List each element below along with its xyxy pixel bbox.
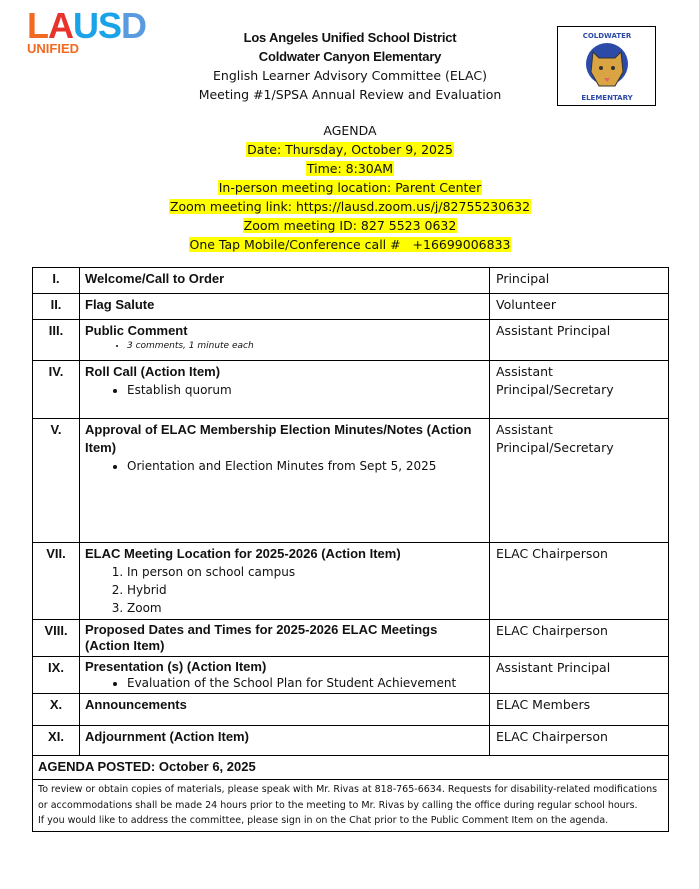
zoom-id: Zoom meeting ID: 827 5523 0632 bbox=[243, 218, 457, 233]
agenda-info bbox=[120, 121, 580, 254]
item-presenter: ELAC Chairperson bbox=[490, 620, 669, 657]
table-row bbox=[33, 294, 669, 320]
item-title: Flag Salute bbox=[85, 297, 155, 312]
item-presenter: Assistant Principal bbox=[490, 657, 669, 694]
table-row bbox=[33, 726, 669, 756]
table-row bbox=[33, 320, 669, 361]
item-number: IV. bbox=[33, 361, 80, 419]
lausd-logo: LAUSD UNIFIED bbox=[27, 5, 147, 56]
svg-text:ELEMENTARY: ELEMENTARY bbox=[580, 94, 633, 102]
item-presenter: ELAC Members bbox=[490, 694, 669, 726]
item-number: IX. bbox=[33, 657, 80, 694]
option-item: 2. Hybrid bbox=[127, 581, 484, 599]
meeting-time: Time: 8:30AM bbox=[306, 161, 394, 176]
table-row bbox=[33, 361, 669, 419]
item-bullet: • Establish quorum bbox=[127, 381, 484, 399]
item-number: XI. bbox=[33, 726, 80, 756]
item-title: Proposed Dates and Times for 2025-2026 ELAC Meetings (Action Item) bbox=[85, 622, 438, 653]
item-title: Welcome/Call to Order bbox=[85, 271, 225, 286]
committee-name: English Learner Advisory Committee (ELAC) bbox=[213, 68, 487, 83]
header bbox=[120, 28, 580, 104]
item-title: Roll Call (Action Item) bbox=[85, 364, 221, 379]
table-row bbox=[33, 268, 669, 294]
footer-row bbox=[33, 780, 669, 832]
item-title: Announcements bbox=[85, 697, 187, 712]
option-item: 3. Zoom bbox=[127, 599, 484, 617]
table-row bbox=[33, 419, 669, 543]
zoom-link[interactable]: Zoom meeting link: https://lausd.zoom.us/j/82755230632 bbox=[169, 199, 531, 214]
item-presenter: Assistant Principal/Secretary bbox=[490, 361, 669, 419]
item-number: II. bbox=[33, 294, 80, 320]
option-item: 1. In person on school campus bbox=[127, 563, 484, 581]
table-row bbox=[33, 620, 669, 657]
table-row bbox=[33, 694, 669, 726]
school-name: Coldwater Canyon Elementary bbox=[258, 49, 442, 64]
item-number: V. bbox=[33, 419, 80, 543]
item-title: Adjournment (Action Item) bbox=[85, 729, 249, 744]
district-name: Los Angeles Unified School District bbox=[243, 30, 457, 45]
item-bullet: • 3 comments, 1 minute each bbox=[127, 340, 484, 352]
posted-row bbox=[33, 756, 669, 780]
item-presenter: ELAC Chairperson bbox=[490, 726, 669, 756]
svg-text:COLDWATER: COLDWATER bbox=[582, 32, 631, 40]
item-bullet: • Evaluation of the School Plan for Student Achievement bbox=[127, 675, 484, 691]
item-presenter: ELAC Chairperson bbox=[490, 543, 669, 620]
agenda-title: AGENDA bbox=[323, 123, 377, 138]
item-presenter: Volunteer bbox=[490, 294, 669, 320]
item-title: ELAC Meeting Location for 2025-2026 (Action Item) bbox=[85, 546, 401, 561]
item-number: I. bbox=[33, 268, 80, 294]
item-number: VII. bbox=[33, 543, 80, 620]
item-presenter: Assistant Principal bbox=[490, 320, 669, 361]
item-presenter: Principal bbox=[490, 268, 669, 294]
table-row bbox=[33, 543, 669, 620]
item-title: Public Comment bbox=[85, 323, 188, 338]
meeting-date: Date: Thursday, October 9, 2025 bbox=[247, 142, 453, 157]
item-number: X. bbox=[33, 694, 80, 726]
agenda-posted: AGENDA POSTED: October 6, 2025 bbox=[33, 756, 669, 780]
item-presenter: Assistant Principal/Secretary bbox=[490, 419, 669, 543]
footer-note: To review or obtain copies of materials, please speak with Mr. Rivas at 818-765-6634. Requests for disability-related modifications or accommodations shall be made 24 hours prior to the meeting to Mr. Rivas by calling the office during regular school hours. bbox=[38, 784, 658, 811]
agenda-table bbox=[32, 267, 669, 832]
phone-number: One Tap Mobile/Conference call # +16699006833 bbox=[189, 237, 511, 252]
meeting-location: In-person meeting location: Parent Center bbox=[218, 180, 482, 195]
item-bullet: • Orientation and Election Minutes from Sept 5, 2025 bbox=[127, 457, 484, 475]
table-row bbox=[33, 657, 669, 694]
item-title: Approval of ELAC Membership Election Minutes/Notes (Action Item) bbox=[85, 422, 472, 455]
item-number: III. bbox=[33, 320, 80, 361]
item-number: VIII. bbox=[33, 620, 80, 657]
meeting-title: Meeting #1/SPSA Annual Review and Evaluation bbox=[198, 87, 502, 102]
item-title: Presentation (s) (Action Item) bbox=[85, 659, 267, 674]
footer-chat-note: If you would like to address the committee, please sign in on the Chat prior to the Public Comment Item on the agenda. bbox=[38, 815, 609, 826]
